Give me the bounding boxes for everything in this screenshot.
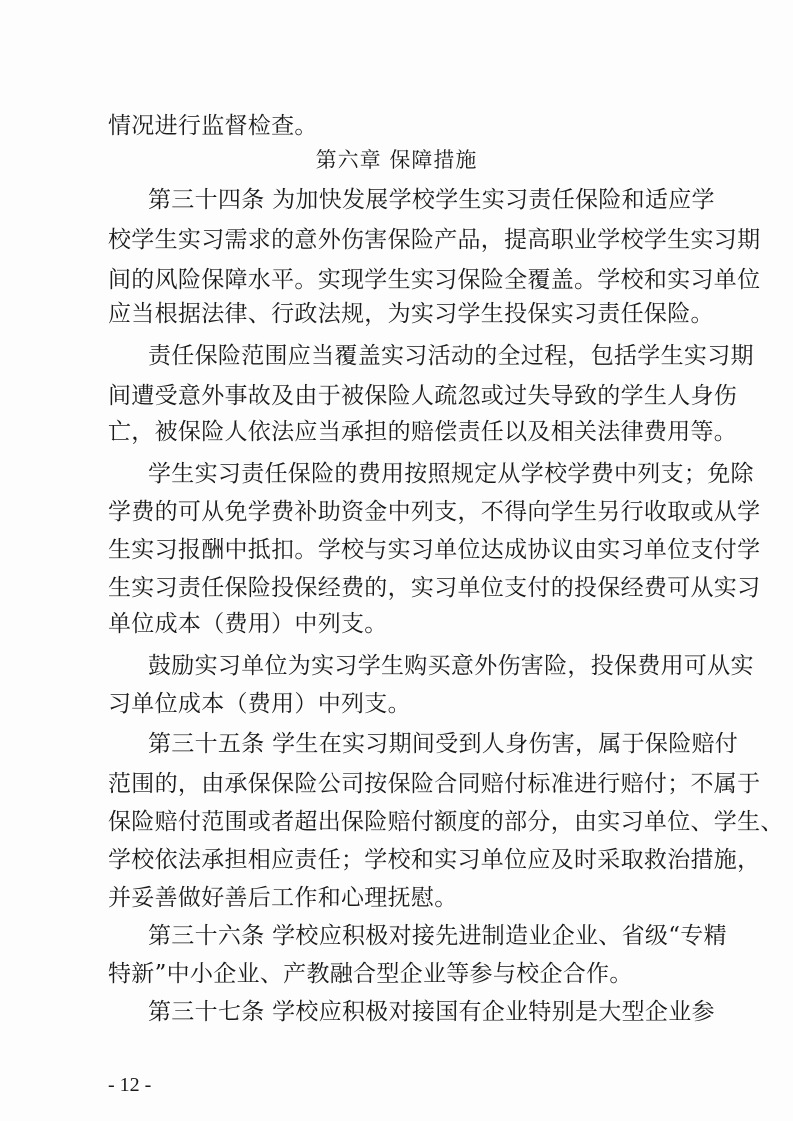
article-35-line-2: 范围的，由承保保险公司按保险合同赔付标准进行赔付；不属于 <box>108 771 761 797</box>
text-line-1: 情况进行监督检查。 <box>108 113 318 139</box>
article-34-line-3: 间的风险保障水平。实现学生实习保险全覆盖。学校和实习单位 <box>108 267 761 293</box>
paragraph-line-1: 责任保险范围应当覆盖实习活动的全过程，包括学生实习期 <box>148 343 754 369</box>
paragraph-line-10: 习单位成本（费用）中列支。 <box>108 691 411 717</box>
paragraph-line-3: 亡，被保险人依法应当承担的赔偿责任以及相关法律费用等。 <box>108 419 738 445</box>
paragraph-line-9: 鼓励实习单位为实习学生购买意外伤害险，投保费用可从实 <box>148 653 754 679</box>
article-35-line-5: 并妥善做好善后工作和心理抚慰。 <box>108 885 458 911</box>
paragraph-line-4: 学生实习责任保险的费用按照规定从学校学费中列支；免除 <box>148 461 754 487</box>
paragraph-line-2: 间遭受意外事故及由于被保险人疏忽或过失导致的学生人身伤 <box>108 383 738 409</box>
article-37-line-1: 第三十七条 学校应积极对接国有企业特别是大型企业参 <box>148 999 715 1025</box>
article-34-line-1: 第三十四条 为加快发展学校学生实习责任保险和适应学 <box>148 187 715 213</box>
article-35-line-1: 第三十五条 学生在实习期间受到人身伤害，属于保险赔付 <box>148 731 739 757</box>
paragraph-line-6: 生实习报酬中抵扣。学校与实习单位达成协议由实习单位支付学 <box>108 537 761 563</box>
article-36-line-2: 特新”中小企业、产教融合型企业等参与校企合作。 <box>108 961 633 987</box>
chapter-heading: 第六章 保障措施 <box>315 148 478 172</box>
article-34-line-2: 校学生实习需求的意外伤害保险产品，提高职业学校学生实习期 <box>108 227 761 253</box>
page-number: - 12 - <box>108 1074 152 1096</box>
article-36-line-1: 第三十六条 学校应积极对接先进制造业企业、省级“专精 <box>148 923 727 949</box>
paragraph-line-8: 单位成本（费用）中列支。 <box>108 611 388 637</box>
article-35-line-4: 学校依法承担相应责任；学校和实习单位应及时采取救治措施， <box>108 847 761 873</box>
article-35-line-3: 保险赔付范围或者超出保险赔付额度的部分，由实习单位、学生、 <box>108 809 784 835</box>
paragraph-line-7: 生实习责任保险投保经费的，实习单位支付的投保经费可从实习 <box>108 575 761 601</box>
paragraph-line-5: 学费的可从免学费补助资金中列支，不得向学生另行收取或从学 <box>108 499 761 525</box>
article-34-line-4: 应当根据法律、行政法规，为实习学生投保实习责任保险。 <box>108 301 714 327</box>
